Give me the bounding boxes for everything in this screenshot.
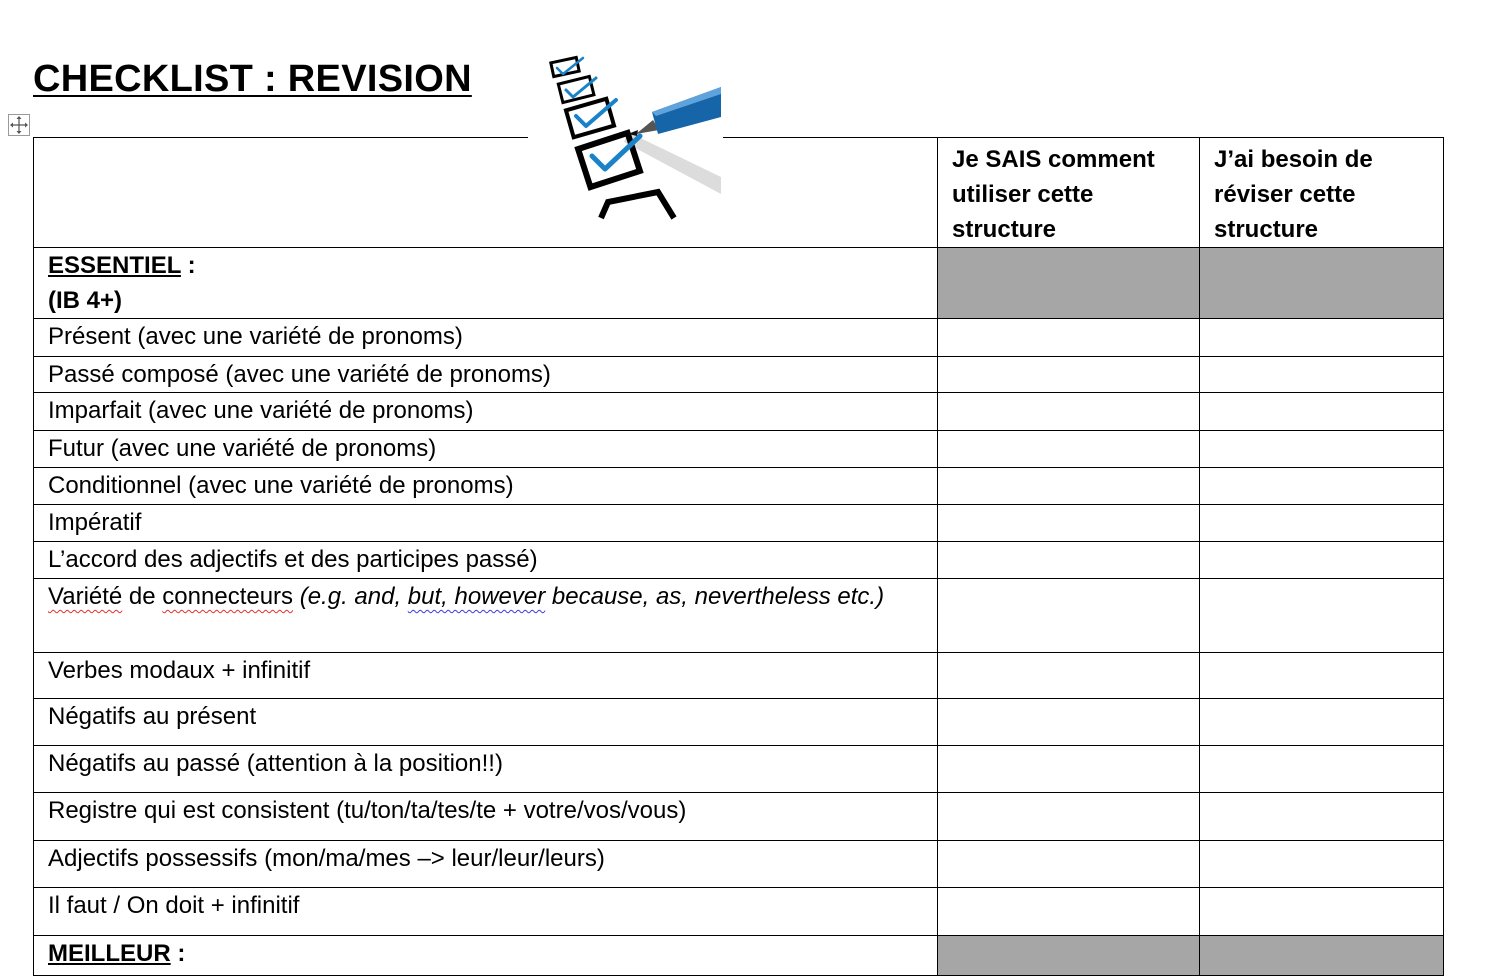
check-cell-besoin[interactable]: [1200, 542, 1444, 579]
grammar-check-phrase: but, however: [407, 583, 546, 610]
essentiel-suffix: :: [180, 252, 196, 279]
table-row: [34, 579, 1444, 653]
check-cell-je-sais[interactable]: [938, 431, 1200, 468]
structure-label: Passé composé (avec une variété de pronoms): [34, 357, 938, 393]
check-cell-besoin[interactable]: [1200, 653, 1444, 699]
connecteurs-examples-end: because, as, nevertheless etc.): [545, 583, 885, 610]
check-cell-je-sais[interactable]: [938, 841, 1200, 888]
check-cell-besoin[interactable]: [1200, 699, 1444, 746]
spellcheck-word: connecteurs: [162, 583, 294, 610]
structure-label-connecteurs: [34, 579, 938, 653]
shaded-cell: [1200, 248, 1444, 319]
check-cell-besoin[interactable]: [1200, 505, 1444, 542]
check-cell-besoin[interactable]: [1200, 319, 1444, 357]
shaded-cell: [938, 248, 1200, 319]
spellcheck-word: Variété: [48, 583, 123, 610]
table-row: [34, 888, 1444, 936]
checklist-pen-icon: [528, 52, 723, 222]
structure-label: Imparfait (avec une variété de pronoms): [34, 393, 938, 431]
document-title: CHECKLIST : REVISION: [33, 58, 472, 100]
essentiel-label: ESSENTIEL: [48, 252, 181, 279]
table-row: [34, 468, 1444, 505]
table-row: [34, 653, 1444, 699]
table-header-row: [34, 138, 1444, 248]
structure-label: Registre qui est consistent (tu/ton/ta/tes/te + votre/vos/vous): [34, 793, 938, 841]
table-row: [34, 357, 1444, 393]
column-header-besoin-reviser: J’ai besoin de réviser cette structure: [1200, 138, 1444, 248]
structure-label: L’accord des adjectifs et des participes passé): [34, 542, 938, 579]
check-cell-je-sais[interactable]: [938, 357, 1200, 393]
meilleur-label: MEILLEUR: [48, 940, 171, 967]
structure-label: Futur (avec une variété de pronoms): [34, 431, 938, 468]
meilleur-suffix: :: [170, 940, 186, 967]
check-cell-je-sais[interactable]: [938, 319, 1200, 357]
structure-label: Il faut / On doit + infinitif: [34, 888, 938, 936]
connecteurs-text: de: [122, 583, 163, 610]
checklist-table: [33, 137, 1444, 976]
check-cell-je-sais[interactable]: [938, 542, 1200, 579]
check-cell-besoin[interactable]: [1200, 888, 1444, 936]
structure-label: Négatifs au passé (attention à la position!!): [34, 746, 938, 793]
check-cell-besoin[interactable]: [1200, 746, 1444, 793]
check-cell-je-sais[interactable]: [938, 579, 1200, 653]
table-row: [34, 746, 1444, 793]
check-cell-besoin[interactable]: [1200, 393, 1444, 431]
header-empty-cell: [34, 138, 938, 248]
table-row: [34, 431, 1444, 468]
connecteurs-examples: (e.g. and,: [293, 583, 408, 610]
table-row: [34, 505, 1444, 542]
check-cell-besoin[interactable]: [1200, 841, 1444, 888]
table-row: [34, 542, 1444, 579]
table-row: [34, 841, 1444, 888]
structure-label: Négatifs au présent: [34, 699, 938, 746]
check-cell-je-sais[interactable]: [938, 746, 1200, 793]
check-cell-je-sais[interactable]: [938, 505, 1200, 542]
check-cell-je-sais[interactable]: [938, 653, 1200, 699]
check-cell-besoin[interactable]: [1200, 468, 1444, 505]
structure-label: Présent (avec une variété de pronoms): [34, 319, 938, 357]
check-cell-je-sais[interactable]: [938, 468, 1200, 505]
essentiel-level: (IB 4+): [48, 287, 123, 314]
structure-label: Conditionnel (avec une variété de pronoms): [34, 468, 938, 505]
table-row: [34, 699, 1444, 746]
structure-label: Adjectifs possessifs (mon/ma/mes –> leur/leur/leurs): [34, 841, 938, 888]
check-cell-besoin[interactable]: [1200, 357, 1444, 393]
section-row-essentiel: [34, 248, 1444, 319]
table-move-handle-icon[interactable]: [8, 114, 30, 136]
section-label-essentiel: [34, 248, 938, 319]
check-cell-besoin[interactable]: [1200, 431, 1444, 468]
check-cell-je-sais[interactable]: [938, 393, 1200, 431]
check-cell-besoin[interactable]: [1200, 793, 1444, 841]
table-row: [34, 393, 1444, 431]
table-row: [34, 319, 1444, 357]
check-cell-besoin[interactable]: [1200, 579, 1444, 653]
check-cell-je-sais[interactable]: [938, 699, 1200, 746]
check-cell-je-sais[interactable]: [938, 793, 1200, 841]
check-cell-je-sais[interactable]: [938, 888, 1200, 936]
structure-label: Verbes modaux + infinitif: [34, 653, 938, 699]
structure-label: Impératif: [34, 505, 938, 542]
table-row: [34, 793, 1444, 841]
column-header-je-sais: Je SAIS comment utiliser cette structure: [938, 138, 1200, 248]
